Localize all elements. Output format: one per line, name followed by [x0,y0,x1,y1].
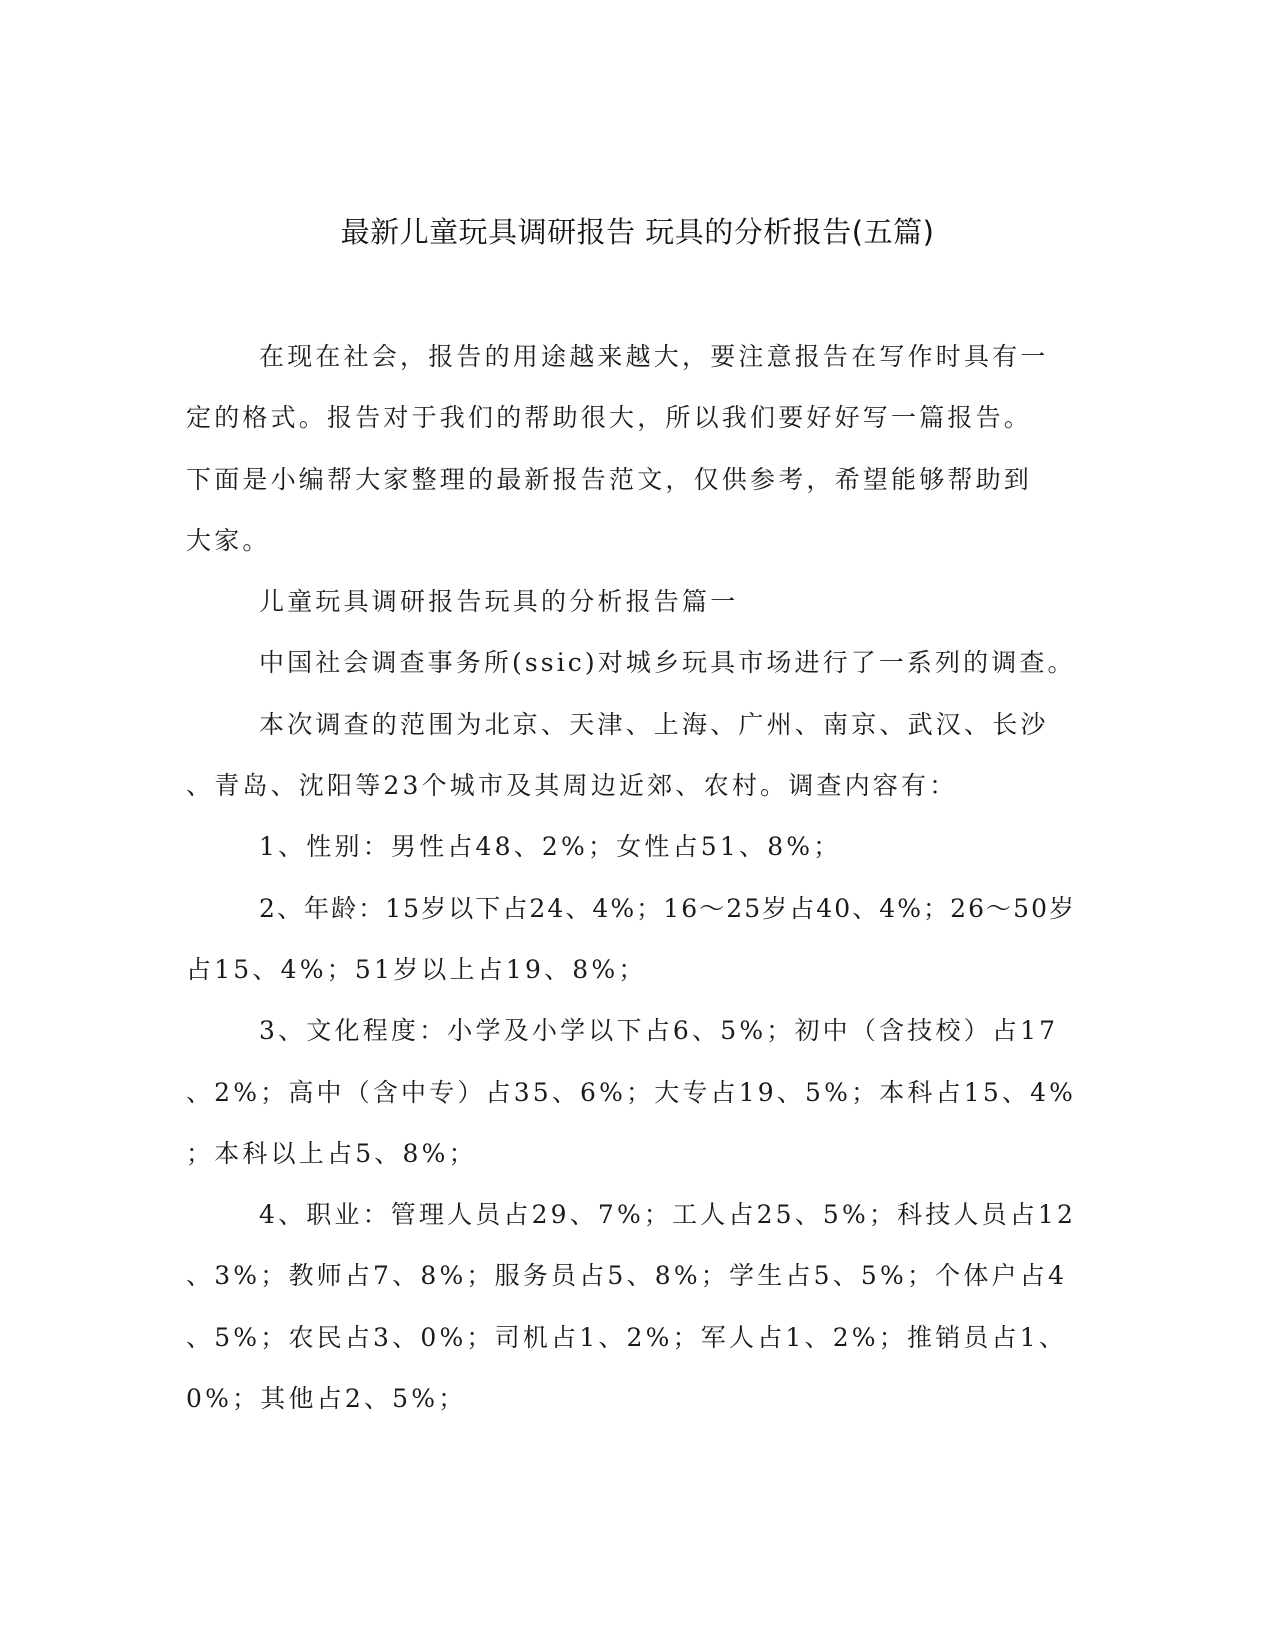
paragraph-education [186,1000,1076,1184]
text-line: 0%；其他占2、5%； [186,1384,467,1414]
paragraph-survey-scope [186,694,1076,817]
text-line: 2、年龄：15岁以下占24、4%；16～25岁占40、4%；26～50岁 [259,893,1077,923]
text-line: 儿童玩具调研报告玩具的分析报告篇一 [259,587,739,617]
text-line: 1、性别：男性占48、2%；女性占51、8%； [259,832,842,862]
text-line: 在现在社会，报告的用途越来越大，要注意报告在写作时具有一 [259,342,1049,371]
document-body [186,326,1076,1429]
text-line: 、3%；教师占7、8%；服务员占5、8%；学生占5、5%；个体户占4 [186,1261,1068,1291]
paragraph-gender [186,816,1076,877]
text-line: 、5%；农民占3、0%；司机占1、2%；军人占1、2%；推销员占1、 [186,1322,1068,1352]
paragraph-occupation [186,1184,1076,1429]
text-line: 3、文化程度：小学及小学以下占6、5%；初中（含技校）占17 [259,1016,1059,1046]
text-line: 4、职业：管理人员占29、7%；工人占25、5%；科技人员占12 [259,1200,1077,1230]
text-line: 、2%；高中（含中专）占35、6%；大专占19、5%；本科占15、4% [186,1077,1077,1107]
text-line: 本次调查的范围为北京、天津、上海、广州、南京、武汉、长沙 [259,709,1049,739]
section-heading [186,571,1076,632]
text-line: 大家。 [186,525,271,555]
text-line: 、青岛、沈阳等23个城市及其周边近郊、农村。调查内容有： [186,771,958,801]
text-line: 下面是小编帮大家整理的最新报告范文，仅供参考，希望能够帮助到 [186,464,1033,494]
text-line: 中国社会调查事务所(ssic)对城乡玩具市场进行了一系列的调查。 [259,648,1076,678]
document-title: 最新儿童玩具调研报告 玩具的分析报告(五篇) [340,215,935,249]
paragraph-intro [186,326,1076,571]
paragraph-survey-org [186,632,1076,693]
paragraph-age [186,878,1076,1001]
text-line: 占15、4%；51岁以上占19、8%； [186,954,647,984]
text-line: ；本科以上占5、8%； [186,1138,477,1168]
text-line: 定的格式。报告对于我们的帮助很大，所以我们要好好写一篇报告。 [186,403,1033,433]
